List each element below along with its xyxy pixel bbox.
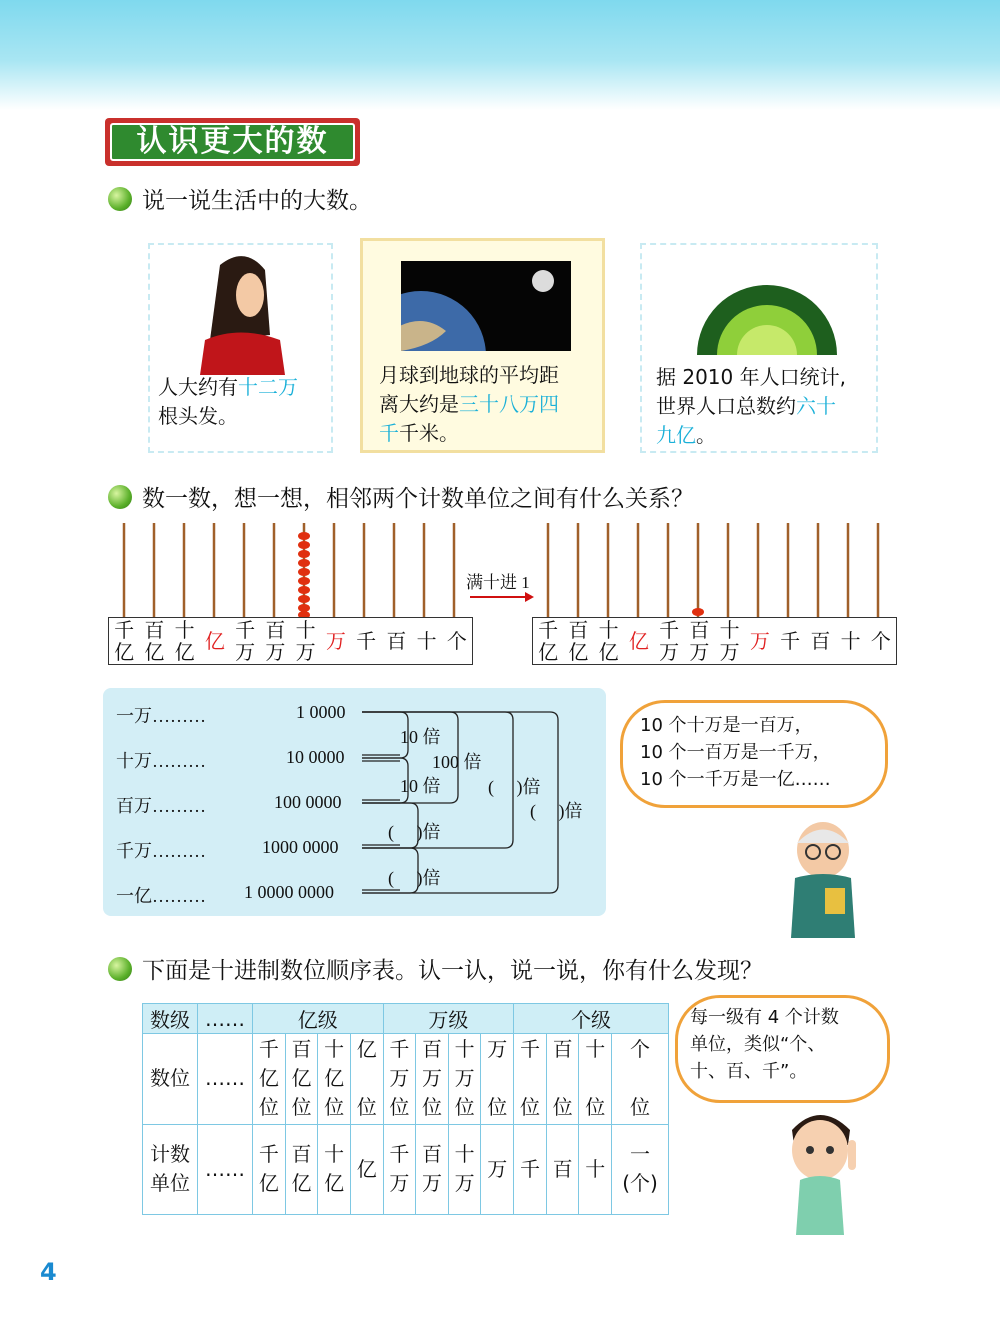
card-moon: 月球到地球的平均距 离大约是三十八万四 千千米。 <box>360 238 605 453</box>
crowd-globe-image <box>642 245 880 365</box>
label-qianyi: 千 亿 <box>114 618 135 664</box>
bead-baiwan <box>692 608 704 616</box>
abacus-left-labels: 千 亿 百 亿 十 亿 亿 千 万 百 万 十 万 万 千 百 十 个 <box>108 617 473 665</box>
question-1: 说一说生活中的大数。 <box>108 182 372 215</box>
bullet-icon <box>108 485 132 509</box>
top-banner <box>0 0 1000 110</box>
page-number: 4 <box>40 1258 57 1286</box>
beads-ten-wan <box>298 532 310 619</box>
earth-moon-image <box>401 261 571 351</box>
abacus-right-rods <box>532 520 897 620</box>
carry-label: 满十进 1 <box>466 573 530 592</box>
boy-illustration <box>770 1100 870 1240</box>
bullet-icon <box>108 957 132 981</box>
question-2: 数一数，想一想，相邻两个计数单位之间有什么关系？ <box>108 480 694 513</box>
abacus-right-labels: 千 亿 百 亿 十 亿 亿 千 万 百 万 十 万 万 千 百 十 个 <box>532 617 897 665</box>
right-arrow-icon <box>470 590 535 604</box>
girl-illustration <box>150 245 335 375</box>
card-hair: 人大约有十二万 根头发。 <box>148 243 333 453</box>
abacus-left-rods <box>108 520 473 620</box>
teacher-illustration <box>775 818 865 938</box>
table-row-units: 计数 单位 …… 千 亿 百 亿 十 亿 亿 千 万 百 万 十 万 万 千 百 十 一 (个) <box>143 1124 669 1214</box>
place-value-table <box>142 1003 669 1215</box>
question-3: 下面是十进制数位顺序表。认一认，说一说，你有什么发现？ <box>108 952 763 985</box>
hair-number: 十二万 <box>238 375 298 399</box>
table-row-places: 数位 …… 千 亿 位 百 亿 位 十 亿 位 亿 位 千 万 位 百 万 位 十 万 位 万 位 千 位 百 位 十 位 个 位 <box>143 1034 669 1124</box>
card-population: 据 2010 年人口统计, 世界人口总数约六十 九亿。 <box>640 243 878 453</box>
table-row-levels: 数级 …… 亿级 万级 个级 <box>143 1004 669 1034</box>
section-title: 认识更大的数 <box>105 118 360 166</box>
bullet-icon <box>108 187 132 211</box>
